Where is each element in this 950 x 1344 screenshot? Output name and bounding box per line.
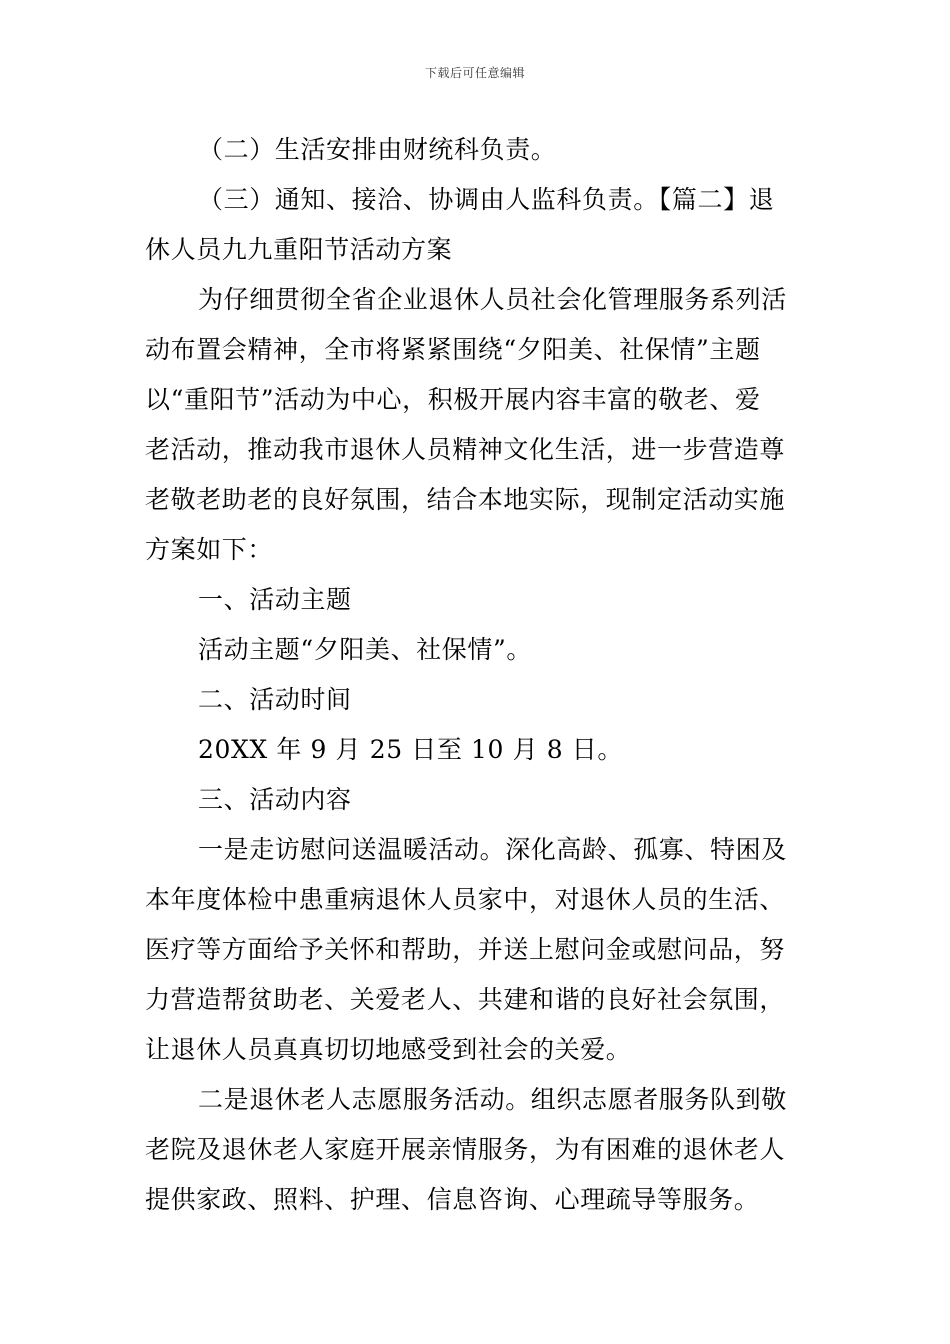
text-line: 让退休人员真真切切地感受到社会的关爱。 xyxy=(145,1035,632,1064)
text-line: 为仔细贯彻全省企业退休人员社会化管理服务系列活 xyxy=(198,285,787,314)
text-line: 力营造帮贫助老、关爱老人、共建和谐的良好社会氛围， xyxy=(145,985,786,1014)
text-line: 活动主题“夕阳美、社保情”。 xyxy=(198,635,532,664)
text-line: 20XX 年 9 月 25 日至 10 月 8 日。 xyxy=(198,735,623,764)
text-line: 以“重阳节”活动为中心，积极开展内容丰富的敬老、爱 xyxy=(145,385,761,414)
text-line: 本年度体检中患重病退休人员家中，对退休人员的生活、 xyxy=(145,885,786,914)
section-heading: 一、活动主题 xyxy=(198,585,352,614)
section-heading: 三、活动内容 xyxy=(198,785,352,814)
section-heading: 二、活动时间 xyxy=(198,685,352,714)
text-line: 老院及退休老人家庭开展亲情服务，为有困难的退休老人 xyxy=(145,1135,786,1164)
text-line: （二）生活安排由财统科负责。 xyxy=(198,135,557,164)
text-line: 提供家政、照料、护理、信息咨询、心理疏导等服务。 xyxy=(145,1185,760,1214)
text-line: 方案如下： xyxy=(145,535,274,564)
page-header: 下载后可任意编辑 xyxy=(424,66,525,80)
text-line: 动布置会精神，全市将紧紧围绕“夕阳美、社保情”主题 xyxy=(145,335,761,364)
text-line: 休人员九九重阳节活动方案 xyxy=(145,235,453,264)
text-line: 老活动，推动我市退休人员精神文化生活，进一步营造尊 xyxy=(145,435,786,464)
text-line: （三）通知、接洽、协调由人监科负责。【篇二】退 xyxy=(198,185,775,214)
text-line: 一是走访慰问送温暖活动。深化高龄、孤寡、特困及 xyxy=(198,835,787,864)
document-body xyxy=(145,125,810,1225)
text-line: 二是退休老人志愿服务活动。组织志愿者服务队到敬 xyxy=(198,1085,787,1114)
text-line: 医疗等方面给予关怀和帮助，并送上慰问金或慰问品，努 xyxy=(145,935,786,964)
text-line: 老敬老助老的良好氛围，结合本地实际，现制定活动实施 xyxy=(145,485,786,514)
